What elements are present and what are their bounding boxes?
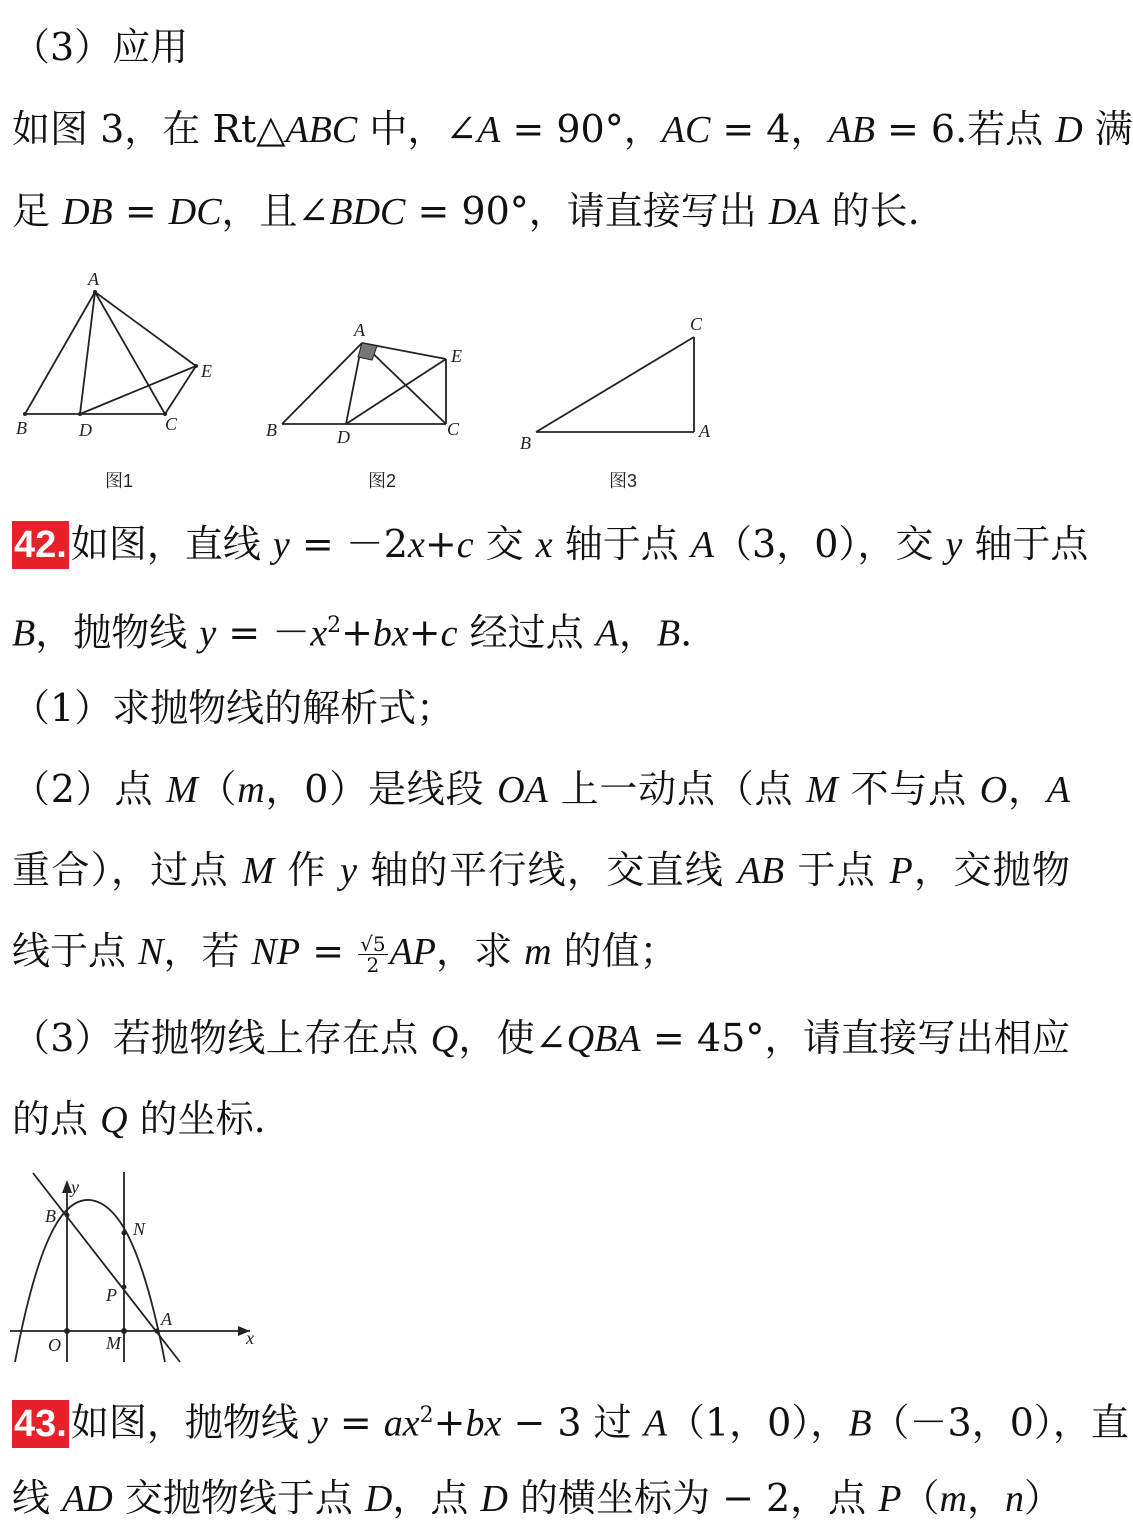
fig2-label-c: C	[447, 419, 460, 439]
section3-question-line1: 如图 3，在 Rt△ABC 中，∠A = 90°，AC = 4，AB = 6.若点 D 满	[12, 107, 1133, 151]
fig42-label-x: x	[246, 1328, 254, 1348]
fig3-label-c: C	[690, 314, 703, 334]
fig42-label-b: B	[45, 1206, 56, 1226]
fig1-label-d: D	[79, 420, 92, 440]
problem42-part3-line2: 的点 Q 的坐标.	[12, 1097, 266, 1141]
fig42-label-m: M	[106, 1333, 121, 1353]
fig2-label-e: E	[451, 346, 462, 366]
problem42-part2-line2: 重合），过点 M 作 y 轴的平行线，交直线 AB 于点 P，交抛物	[12, 848, 1070, 892]
section-heading: （3）应用	[12, 25, 189, 69]
fig1-caption: 图1	[105, 471, 134, 491]
fig42-label-o: O	[48, 1335, 61, 1355]
figure-1	[25, 292, 196, 414]
problem42-part1: （1）求抛物线的解析式；	[12, 686, 455, 730]
fig2-caption: 图2	[368, 471, 397, 491]
problem-number-badge: 43.	[12, 1400, 69, 1448]
problem42-line2: B，抛物线 $y = -x^2+bx+c$ 经过点 A，B.	[12, 610, 693, 655]
fig3-label-a: A	[699, 421, 710, 441]
fig2-label-a: A	[354, 320, 365, 340]
problem42-part3-line1: （3）若抛物线上存在点 Q，使∠QBA = 45°，请直接写出相应	[12, 1016, 1070, 1060]
fig1-label-a: A	[88, 269, 99, 289]
section3-question-line2: 足 DB = DC，且∠BDC = 90°，请直接写出 DA 的长.	[12, 189, 920, 233]
problem42-part2-line1: （2）点 M（m，0）是线段 OA 上一动点（点 M 不与点 O，A	[12, 767, 1070, 811]
problem42-line1: 42. 如图，直线 y = －2x+c 交 x 轴于点 A（3，0），交 y 轴于点	[12, 521, 1070, 569]
fig1-label-e: E	[201, 361, 212, 381]
fig2-label-b: B	[266, 420, 277, 440]
fig42-label-y: y	[71, 1177, 79, 1197]
fig3-label-b: B	[520, 433, 531, 453]
problem43-line1: 43. 如图，抛物线 $y = ax^2+bx - 3$ 过 A（1，0），B（－3，0），直	[12, 1393, 1070, 1448]
fig42-label-a: A	[161, 1309, 172, 1329]
fig1-label-b: B	[16, 418, 27, 438]
figure-3	[536, 337, 694, 432]
fig2-label-d: D	[337, 427, 350, 447]
fig2-right-angle-mark	[358, 343, 377, 360]
problem42-figure	[0, 1165, 270, 1375]
figures-row	[0, 260, 760, 500]
fig1-label-c: C	[165, 414, 178, 434]
problem42-part2-line3: 线于点 N，若 NP = $\frac{√5}{2}$ AP，求 m 的值；	[12, 929, 678, 977]
problem43-line2: 线 AD 交抛物线于点 D，点 D 的横坐标为 − 2，点 P（m，n）	[12, 1476, 1062, 1520]
fig42-label-p: P	[106, 1285, 117, 1305]
fig42-label-n: N	[133, 1219, 146, 1239]
sqrt5-over-2-fraction: $\frac{√5}{2}$	[360, 932, 386, 977]
problem-number-badge: 42.	[12, 521, 69, 569]
fig3-caption: 图3	[609, 471, 638, 491]
